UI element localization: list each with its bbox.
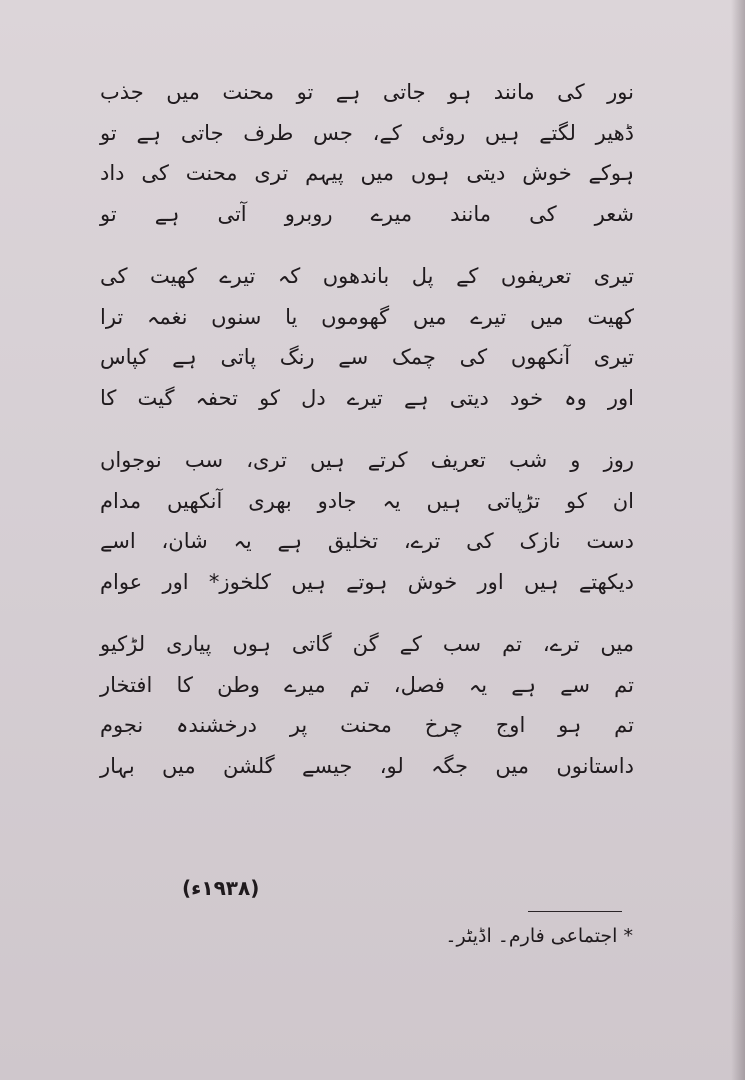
poem-line: ہوکے خوش دیتی ہوں میں پیہم تری محنت کی داد [100, 161, 634, 185]
poem-line: تیری آنکھوں کی چمک سے رنگ پاتی ہے کپاس [100, 345, 634, 369]
poem-line: کھیت میں تیرے میں گھوموں یا سنوں نغمہ ترا [100, 304, 634, 329]
stanza-3 [100, 440, 640, 602]
stanza-4 [100, 624, 640, 786]
poem-line: اور وہ خود دیتی ہے تیرے دل کو تحفہ گیت کا [100, 385, 634, 410]
footnote-divider [528, 911, 622, 912]
poem-line: تیری تعریفوں کے پل باندھوں کہ تیرے کھیت کی [100, 264, 634, 288]
poem-line: تم ہو اوج چرخ محنت پر درخشندہ نجوم [100, 713, 634, 737]
poem-date: (۱۹۳۸ء) [182, 876, 260, 900]
poem-line: ڈھیر لگتے ہیں روئی کے، جس طرف جاتی ہے تو [100, 120, 634, 145]
poem [100, 72, 640, 808]
poem-line: دیکھتے ہیں اور خوش ہوتے ہیں کلخوز* اور عوام [100, 569, 634, 594]
page-edge-shadow [731, 0, 745, 1080]
poem-line: تم سے ہے یہ فصل، تم میرے وطن کا افتخار [100, 672, 634, 697]
footnote: * اجتماعی فارم۔ اڈیٹر۔ [445, 925, 633, 947]
poem-line: روز و شب تعریف کرتے ہیں تری، سب نوجواں [100, 448, 634, 472]
poem-line: میں ترے، تم سب کے گن گاتی ہوں پیاری لڑکیو [100, 632, 634, 656]
stanza-1 [100, 72, 640, 234]
poem-line: شعر کی مانند میرے روبرو آتی ہے تو [100, 201, 634, 226]
poem-line: دست نازک کی ترے، تخلیق ہے یہ شان، اسے [100, 529, 634, 553]
poem-line: داستانوں میں جگہ لو، جیسے گلشن میں بہار [100, 753, 634, 778]
poem-line: نور کی مانند ہو جاتی ہے تو محنت میں جذب [100, 80, 634, 104]
stanza-2 [100, 256, 640, 418]
poem-line: ان کو تڑپاتی ہیں یہ جادو بھری آنکھیں مدام [100, 488, 634, 513]
